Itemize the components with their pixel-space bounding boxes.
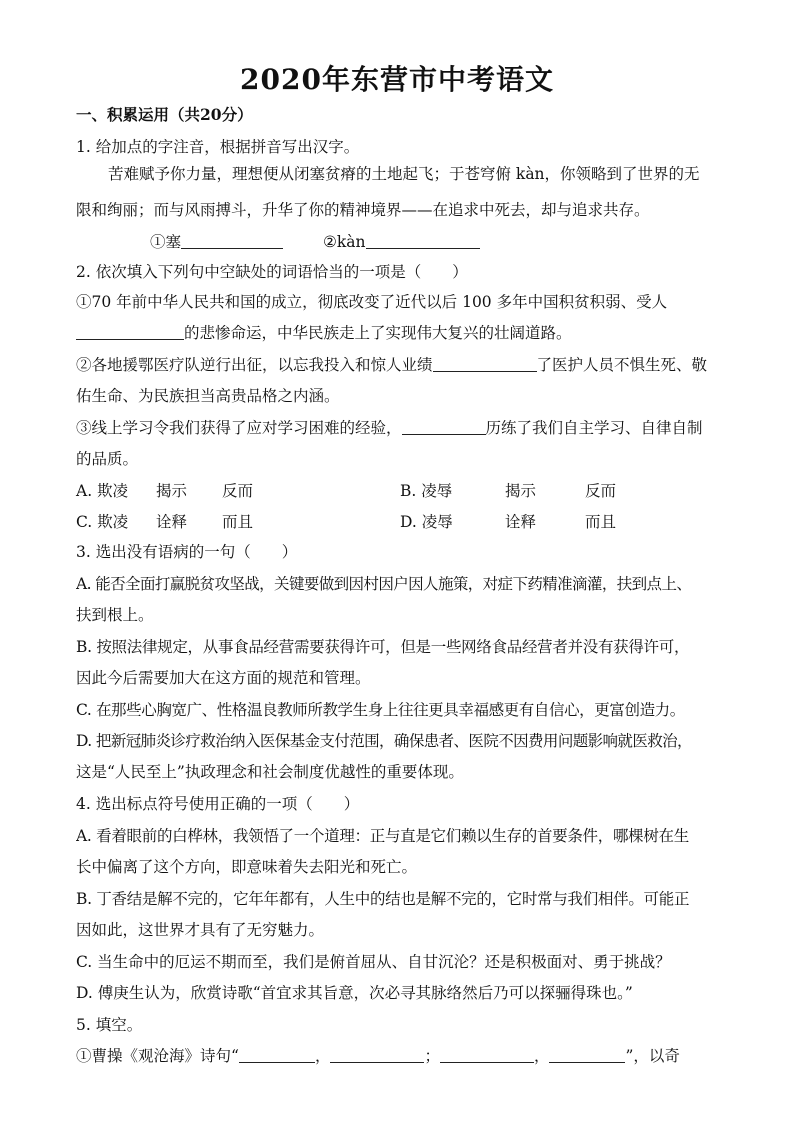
q2-sentence-line <box>76 418 724 438</box>
option-word: 诠释 <box>156 513 188 531</box>
q1-stem: 1. 给加点的字注音，根据拼音写出汉字。 <box>76 138 360 156</box>
q1-answer-row <box>150 232 480 252</box>
q5-punct: ， <box>533 1047 550 1065</box>
q2-option-c[interactable] <box>76 512 253 532</box>
q3-option-d-cont: 这是“人民至上”执政理念和社会制度优越性的重要体现。 <box>76 763 464 781</box>
q2-sentence-line: ①70 年前中华人民共和国的成立，彻底改变了近代以后 100 多年中国积贫积弱、受人 <box>76 293 668 311</box>
q5-stem: 5. 填空。 <box>76 1016 143 1034</box>
answer-blank[interactable] <box>330 1048 424 1063</box>
q3-stem: 3. 选出没有语病的一句（ ） <box>76 543 298 561</box>
option-word: 而且 <box>585 513 617 531</box>
option-word: 反而 <box>585 482 617 500</box>
q4-option-c[interactable]: C. 当生命中的厄运不期而至，我们是俯首屈从、自甘沉沦？还是积极面对、勇于挑战？ <box>76 953 671 971</box>
answer-blank[interactable] <box>76 325 184 340</box>
q2-option-a[interactable] <box>76 481 253 501</box>
option-word: D. 凌辱 <box>400 513 453 531</box>
answer-blank[interactable] <box>433 357 537 372</box>
q3-option-a-cont: 扶到根上。 <box>76 606 154 624</box>
q2-sentence-line: 佑生命、为民族担当高贵品格之内涵。 <box>76 387 340 405</box>
q4-stem: 4. 选出标点符号使用正确的一项（ ） <box>76 795 360 813</box>
q2-option-d[interactable] <box>400 512 616 532</box>
q4-option-b-cont: 因如此，这世界才具有了无穷魅力。 <box>76 921 325 939</box>
q1-blank-label: ②kàn <box>323 233 366 251</box>
option-word: 诠释 <box>505 513 537 531</box>
q3-option-c[interactable]: C. 在那些心胸宽广、性格温良教师所教学生身上往往更具幸福感更有自信心，更富创造力。 <box>76 701 685 719</box>
q1-blank-label: ①塞 <box>150 233 182 251</box>
q2-sentence-line <box>76 355 724 375</box>
answer-blank[interactable] <box>366 234 480 249</box>
q3-option-a[interactable]: A. 能否全面打赢脱贫攻坚战，关键要做到因村因户因人施策，对症下药精准滴灌，扶到点上、 <box>76 575 692 593</box>
answer-blank[interactable] <box>440 1048 534 1063</box>
q5-punct: ； <box>424 1047 440 1065</box>
q2-sentence-text: ②各地援鄂医疗队逆行出征，以忘我投入和惊人业绩 <box>76 356 433 374</box>
q5-text: ①曹操《观沧海》诗句“ <box>76 1047 239 1065</box>
q5-fill-line <box>76 1046 724 1066</box>
q3-option-b-cont: 因此今后需要加大在这方面的规范和管理。 <box>76 669 371 687</box>
q3-option-d[interactable]: D. 把新冠肺炎诊疗救治纳入医保基金支付范围，确保患者、医院不因费用问题影响就医救治， <box>76 732 692 750</box>
option-word: 反而 <box>222 482 254 500</box>
q3-option-b[interactable]: B. 按照法律规定，从事食品经营需要获得许可，但是一些网络食品经营者并没有获得许可， <box>76 638 690 656</box>
q2-sentence-line: 的品质。 <box>76 450 139 468</box>
q4-option-a[interactable]: A. 看着眼前的白桦林，我领悟了一个道理：正与直是它们赖以生存的首要条件，哪棵树在生 <box>76 827 689 845</box>
q2-sentence-text: 的悲惨命运，中华民族走上了实现伟大复兴的壮阔道路。 <box>184 324 572 342</box>
q2-stem: 2. 依次填入下列句中空缺处的词语恰当的一项是（ ） <box>76 263 468 281</box>
answer-blank[interactable] <box>402 420 486 435</box>
q5-punct: ， <box>314 1047 331 1065</box>
q2-sentence-line <box>76 323 724 343</box>
answer-blank[interactable] <box>549 1048 625 1063</box>
option-word: A. 欺凌 <box>76 482 129 500</box>
section-heading: 一、积累运用（共20分） <box>76 105 253 124</box>
q2-sentence-text: ③线上学习令我们获得了应对学习困难的经验， <box>76 419 402 437</box>
q2-option-b[interactable] <box>400 481 616 501</box>
answer-blank[interactable] <box>181 234 283 249</box>
q4-option-a-cont: 长中偏离了这个方向，即意味着失去阳光和死亡。 <box>76 858 418 876</box>
q1-passage-line: 限和绚丽；而与风雨搏斗，升华了你的精神境界——在追求中死去，却与追求共存。 <box>76 201 650 219</box>
answer-blank[interactable] <box>239 1048 315 1063</box>
q2-sentence-text: 了医护人员不惧生死、敬 <box>536 356 708 374</box>
option-word: 揭示 <box>505 482 537 500</box>
page-title: 2020年东营市中考语文 <box>240 63 554 96</box>
q4-option-d[interactable]: D. 傅庚生认为，欣赏诗歌“首宜求其旨意，次必寻其脉络然后乃可以探骊得珠也。” <box>76 984 633 1002</box>
option-word: 而且 <box>222 513 254 531</box>
q4-option-b[interactable]: B. 丁香结是解不完的，它年年都有，人生中的结也是解不完的，它时常与我们相伴。可能正 <box>76 890 690 908</box>
q2-sentence-text: 历练了我们自主学习、自律自制 <box>485 419 703 437</box>
option-word: B. 凌辱 <box>400 482 453 500</box>
option-word: 揭示 <box>156 482 188 500</box>
q1-passage-line: 苦难赋予你力量，理想便从闭塞贫瘠的土地起飞；于苍穹俯 kàn，你领略到了世界的无 <box>108 165 700 183</box>
option-word: C. 欺凌 <box>76 513 129 531</box>
q5-text: ”，以奇 <box>625 1047 680 1065</box>
